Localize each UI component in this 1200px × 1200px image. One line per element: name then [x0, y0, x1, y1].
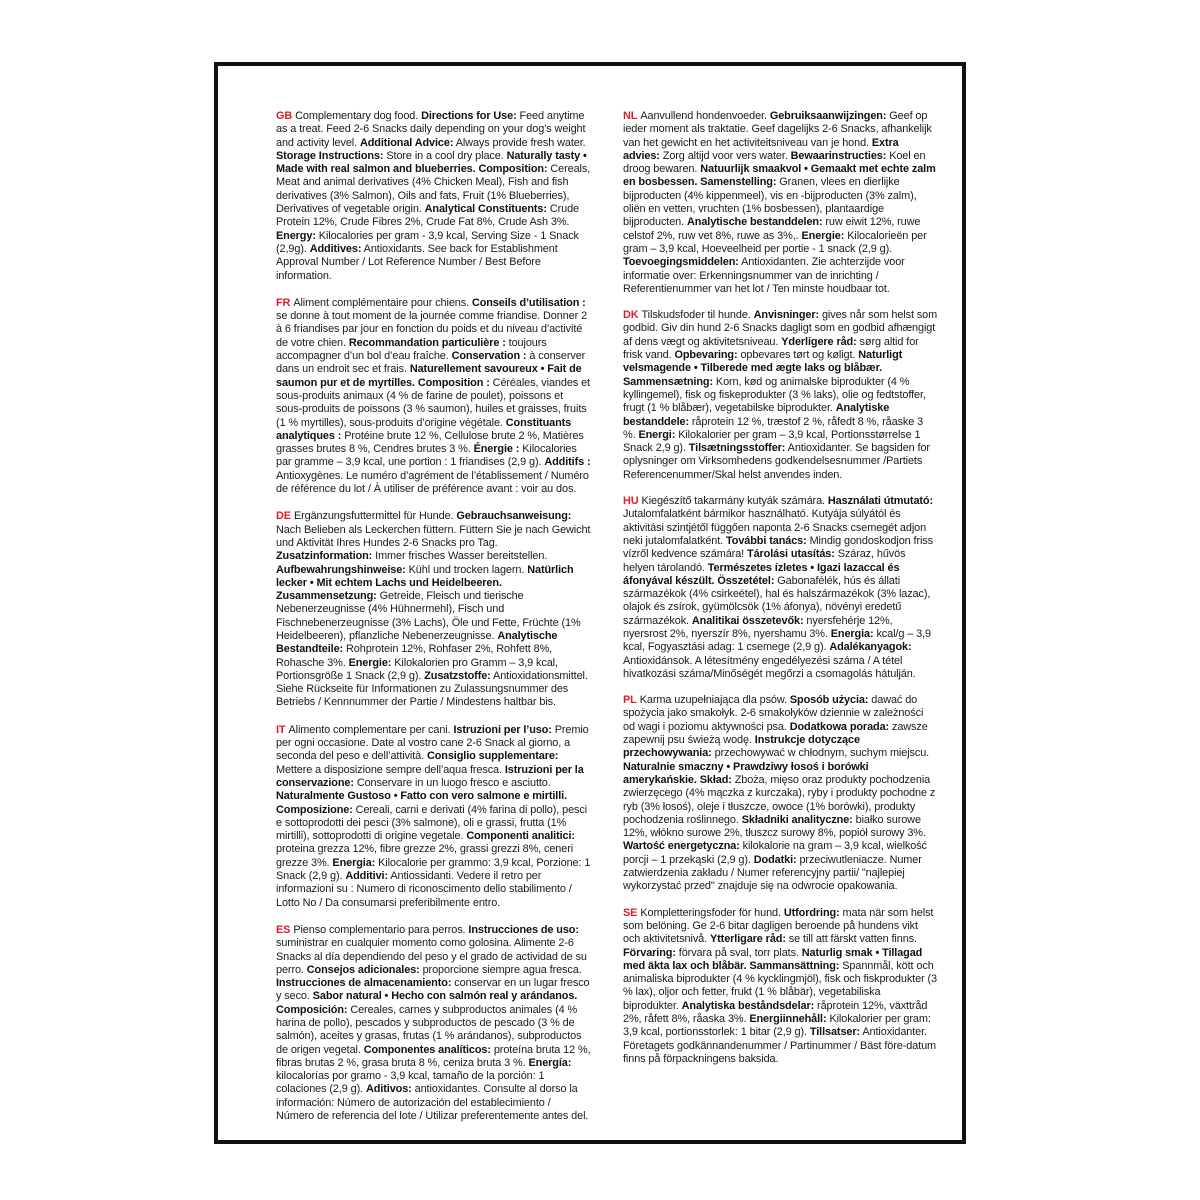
body-text: kilokalorie na gram – 3,9 kcal, wielkość porcji – 1 przekąski (2,9 g). — [623, 840, 927, 866]
body-text: dawać do spożycia jako smakołyk. 2-6 smakołyków dziennie w zależności od wagi i poziomu aktywności psa. — [623, 694, 924, 733]
bold-heading: Tárolási utasítás: — [747, 548, 835, 561]
body-text: Kilokalorier per gram: 3,9 kcal, portionsstorlek: 1 bitar (2,9 g). — [623, 1013, 931, 1039]
bold-heading: Instrukcje dotyczące przechowywania: — [623, 734, 860, 760]
bold-heading: Zusatzinformation: — [276, 550, 373, 563]
body-text: Antioxidationsmittel. Siehe Rückseite für Informationen zu Zulassungsnummer des Betriebs / Kennnummer der Partie / Mindestens haltbar bis. — [276, 669, 588, 709]
bold-heading: Yderligere råd: — [781, 335, 857, 348]
bold-heading: Sabor natural • Hecho con salmón real y arándanos. Composición: — [276, 990, 578, 1016]
body-text: przeciwutleniacze. Numer zatwierdzenia zakładu / Numer referencyjny partii/ "najlepiej wykorzystać przed" znajduje się na odwrocie opakowania. — [623, 853, 922, 893]
body-text: przechowywać w chłodnym, suchym miejscu. — [711, 747, 930, 760]
body-text: Kilocalorie per grammo: 3,9 kcal, Porzione: 1 Snack (2,9 g). — [276, 856, 591, 883]
bold-heading: Gebrauchsanweisung: — [456, 510, 572, 523]
bold-heading: Sposób użycia: — [789, 694, 869, 707]
body-text: suministrar en cualquier momento como golosina. Alimente 2-6 Snacks al día dependiendo del peso y el grado de actividad de su perro. — [276, 937, 587, 976]
body-text: Kilocalories per gram - 3,9 kcal, Serving Size - 1 Snack (2,9g). — [276, 229, 579, 255]
bold-heading: Energy: — [276, 229, 316, 242]
bold-heading: Recommandation particulière : — [348, 336, 506, 349]
body-text: Cereals, Meat and animal derivatives (4% Chicken Meal), Fish and fish derivatives (3% Salmon), Oils and fats, Fruit (1% Blueberries), Derivatives of vegetable origin. — [276, 163, 591, 216]
body-text: råprotein 12%, växttråd 2%, råfett 8%, råaska 3%. — [623, 999, 928, 1025]
bold-heading: Storage Instructions: — [276, 149, 384, 162]
body-text: Kiegészítő takarmány kutyák számára. — [641, 495, 828, 508]
section-es — [276, 924, 591, 1123]
bold-heading: Naturalmente Gustoso • Fatto con vero salmone e mirtilli. Composizione: — [276, 790, 568, 816]
bold-heading: Zusatzstoffe: — [424, 669, 491, 682]
language-code: NL — [623, 110, 638, 122]
bold-heading: Dodatkowa porada: — [789, 720, 890, 733]
language-code: FR — [276, 296, 291, 309]
bold-heading: Ytterligare råd: — [709, 933, 786, 946]
body-text: gives når som helst som godbid. Giv din hund 2-6 Snacks dagligt som en godbid afhængigt af dens vægt og aktivitetsniveau. — [623, 309, 938, 348]
bold-heading: Natuurlijk smaakvol • Gemaakt met echte zalm en bosbessen. Samenstelling: — [623, 163, 936, 189]
bold-heading: További tanács: — [726, 534, 807, 547]
body-text: Spannmål, kött och animaliska biprodukter (4 % kycklingmjöl), fisk och fiskprodukter (3 % lax), oljor och fetter, frukt (1 % blåbär), vegetabiliska biprodukter. — [623, 959, 937, 1012]
bold-heading: Opbevaring: — [674, 349, 738, 362]
body-text: Antioxygènes. Le numéro d’agrément de l’établissement / Numéro de référence du lot / À utiliser de préférence avant : voir au dos. — [276, 469, 589, 496]
bold-heading: Tilsætningsstoffer: — [688, 442, 786, 455]
bold-heading: Tillsatser: — [809, 1026, 861, 1039]
bold-heading: Energie: — [801, 229, 845, 242]
bold-heading: Additivi: — [345, 870, 388, 883]
bold-heading: Bewaarinstructies: — [790, 149, 887, 162]
bold-heading: Aditivos: — [366, 1083, 412, 1096]
body-text: Rohprotein 12%, Rohfaser 2%, Rohfett 8%, Rohasche 3%. — [276, 643, 553, 669]
bold-heading: Instrucciones de uso: — [468, 923, 579, 936]
body-text: Kilokalorien pro Gramm – 3,9 kcal, Portionsgröße 1 Snack (2,9 g). — [276, 656, 558, 682]
body-text: råprotein 12 %, træstof 2 %, råfedt 8 %, råaske 3 %. — [623, 415, 924, 441]
label-panel — [214, 62, 966, 1144]
bold-heading: Toevoegingsmiddelen: — [623, 256, 739, 269]
body-text: proteína bruta 12 %, fibras brutas 2 %, grasa bruta 8 %, ceniza bruta 3 %. — [276, 1043, 591, 1069]
body-text: sørg altid for frisk vand. — [623, 335, 919, 362]
body-text: Antioxidanten. Zie achterzijde voor informatie over: Erkenningsnummer van de inrichting / Referentienummer van het lot / Ten minste houdbaar tot. — [623, 256, 905, 295]
bold-heading: Naturligt velsmagende • Tilberede med ægte laks og blåbær. Sammensætning: — [623, 349, 903, 388]
bold-heading: Energie: — [348, 656, 392, 669]
bold-heading: Additifs : — [544, 456, 591, 469]
body-text: proporcione siempre agua fresca. — [419, 963, 582, 976]
bold-heading: Utfordring: — [783, 906, 840, 919]
body-text: Aliment complémentaire pour chiens. — [293, 296, 472, 309]
body-text: förvara på sval, torr plats. — [675, 946, 802, 959]
bold-heading: Analytiska beståndsdelar: — [681, 999, 815, 1012]
body-text: Premio per ogni occasione. Date al vostro cane 2-6 Snack al giorno, a seconda del peso e dell’attività. — [276, 723, 589, 763]
body-text: Nach Belieben als Leckerchen füttern. Füttern Sie je nach Gewicht und Aktivität Ihres Hundes 2-6 Snacks pro Tag. — [276, 523, 591, 549]
body-text: Crude Protein 12%, Crude Fibres 2%, Crude Fat 8%, Crude Ash 3%. — [276, 203, 580, 229]
body-text: Conservare in un luogo fresco e asciutto. — [353, 776, 551, 789]
body-text: Gabonafélék, hús és állati származékok (4% csirkeétel), hal és halszármazékok (3% lazac), olajok és zsírok, gyümölcsök (1% áfonya), növényi eredetű származékok. — [623, 574, 931, 627]
bold-heading: Förvaring: — [623, 946, 676, 959]
body-text: Antiossidanti. Vedere il retro per informazioni su : Numero di riconoscimento dello stabilimento / Lotto No / Da consumarsi preferibilmente entro. — [276, 870, 572, 909]
bold-heading: Istruzioni per l’uso: — [453, 723, 552, 736]
body-text: toujours accompagner d’un bol d’eau fraîche. — [276, 336, 547, 363]
body-text: Complementary dog food. — [295, 110, 422, 122]
body-text: Kompletteringsfoder för hund. — [640, 906, 784, 919]
bold-heading: Natürlich lecker • Mit echtem Lachs und Heidelbeeren. Zusammensetzung: — [276, 563, 574, 603]
body-text: Kilokalorier per gram – 3,9 kcal, Portionsstørrelse 1 Snack 2,9 g). — [623, 428, 921, 455]
bold-heading: Analytische bestanddelen: — [687, 216, 823, 229]
body-text: antioxidantes. Consulte al dorso la información: Número de autorización del establecimiento / Número de referencia del lote / Utilizar preferentemente antes del. — [276, 1083, 589, 1123]
language-code: IT — [276, 723, 286, 736]
bold-heading: Énergie : — [473, 443, 520, 456]
body-text: Kühl und trocken lagern. — [405, 563, 528, 576]
body-text: Alimento complementare per cani. — [288, 723, 454, 736]
body-text: Koel en droog bewaren. — [623, 149, 926, 176]
section-hu — [623, 495, 938, 681]
body-text: Antioxidanter. Företagets godkännandenummer / Partinummer / Bäst före-datum finns på förpackningens baksida. — [623, 1026, 937, 1065]
bold-heading: Constituants analytiques : — [276, 416, 572, 442]
bold-heading: Energia: — [830, 627, 874, 640]
bold-heading: Aufbewahrungshinweise: — [276, 563, 406, 576]
body-text: Aanvullend hondenvoeder. — [640, 110, 770, 122]
body-text: Protéine brute 12 %, Cellulose brute 2 %, Matières grasses brutes 8 %, Cendres brutes 3 %. — [276, 429, 584, 456]
body-text: se till att färskt vatten finns. — [785, 933, 917, 946]
body-text: mata när som helst som belöning. Ge 2-6 bitar dagligen beroende på hundens vikt och aktivitetsnivå. — [623, 906, 934, 946]
body-text: Tilskudsfoder til hunde. — [641, 309, 754, 322]
body-text: Korn, kød og animalske biprodukter (4 % kyllingemel), fisk og fiskeprodukter (3 % laks), olie og fedtstoffer, frugt (1 % blåbær), vegetabilske biprodukter. — [623, 375, 926, 415]
section-dk — [623, 309, 938, 482]
body-text: Kilocalorieën per gram – 3,9 kcal, Hoeveelheid per portie - 1 snack (2,9 g). — [623, 229, 927, 255]
language-code: DE — [276, 510, 291, 523]
bold-heading: Componentes analíticos: — [363, 1043, 491, 1056]
section-pl — [623, 694, 938, 893]
section-gb — [276, 110, 591, 283]
body-text: Always provide fresh water. — [453, 136, 586, 149]
body-text: Kilocalories par gramme – 3,9 kcal, une portion : 1 friandises (2,9 g). — [276, 443, 577, 469]
bold-heading: Instrucciones de almacenamiento: — [276, 977, 452, 990]
body-text: Antioxidánsok. A létesítmény engedélyezési száma / A tétel hivatkozási száma/Minőségét megőrzi a csomagolás hátulján. — [623, 654, 916, 680]
bold-heading: Additional Advice: — [359, 136, 454, 149]
body-text: proteina grezza 12%, fibre grezze 2%, grassi grezzi 8%, ceneri grezze 3%. — [276, 843, 574, 869]
section-nl — [623, 110, 938, 296]
bold-heading: Naturally tasty • Made with real salmon and blueberries. Composition: — [276, 149, 587, 176]
bold-heading: Wartość energetyczna: — [623, 840, 740, 853]
body-text: Antioxidanter. Se bagsiden for oplysninger om Virksomhedens godkendelsesnummer /Partiets Referencenummer/Skal helst anvendes inden. — [623, 442, 930, 481]
body-text: Feed anytime as a treat. Feed 2-6 Snacks daily depending on your dog’s weight and activity level. — [276, 110, 586, 149]
bold-heading: Természetes ízletes • Igazi lazaccal és áfonyával készült. Összetétel: — [623, 561, 900, 587]
body-text: Zorg altijd voor vers water. — [659, 149, 791, 162]
body-text: Pienso complementario para perros. — [293, 923, 469, 936]
body-text: Jutalomfalatként bármikor használható. Kutyája súlyától és aktivitási szintjétől függően naponta 2-6 Snacks csemegét adjon neki jutalomfalatként. — [623, 508, 927, 547]
bold-heading: Analitikai összetevők: — [691, 614, 804, 627]
body-text: Cereales, carnes y subproductos animales (4 % harina de pollo), pescados y subproductos de pescado (3 % de salmón), aceites y grasas, frutas (1 % arándanos), subproductos de origen vegetal. — [276, 1003, 582, 1056]
body-text: Antioxidants. See back for Establishment Approval Number / Lot Reference Number / Best Before information. — [276, 242, 558, 282]
bold-heading: Gebruiksaanwijzingen: — [769, 110, 887, 122]
language-code: DK — [623, 309, 639, 322]
section-se — [623, 907, 938, 1067]
bold-heading: Energi: — [638, 428, 676, 441]
bold-heading: Directions for Use: — [421, 110, 517, 122]
bold-heading: Energiinnehåll: — [749, 1013, 827, 1025]
bold-heading: Consejos adicionales: — [306, 963, 420, 976]
body-text: Immer frisches Wasser bereitstellen. — [372, 550, 548, 563]
section-fr — [276, 297, 591, 496]
bold-heading: Componenti analitici: — [466, 830, 575, 843]
bold-heading: Analytiske bestanddele: — [623, 402, 890, 428]
section-it — [276, 724, 591, 910]
bold-heading: Anvisninger: — [753, 309, 820, 322]
bold-heading: Energía: — [528, 1056, 572, 1069]
body-text: kcal/g – 3,9 kcal, Fogyasztási adag: 1 csemege (2,9 g). — [623, 627, 931, 654]
body-text: à conserver dans un endroit sec et frais. — [276, 350, 586, 376]
body-text: Mettere a disposizione sempre dell’aqua fresca. — [276, 763, 505, 776]
section-de — [276, 510, 591, 709]
body-text: opbevares tørt og køligt. — [737, 349, 859, 362]
body-text: Store in a cool dry place. — [383, 149, 507, 162]
bold-heading: Extra advies: — [623, 136, 899, 162]
bold-heading: Consiglio supplementare: — [426, 750, 559, 763]
body-text: Zboża, mięso oraz produkty pochodzenia zwierzęcego (4% mączka z kurczaka), ryby i produkty pochodne z ryb (3% łosoś), oleje i tłuszcze, owoce (1% borówki), produkty pochodzenia roślinnego. — [623, 773, 936, 826]
language-code: ES — [276, 923, 291, 936]
body-text: Mindig gondoskodjon friss vízről kedvence számára! — [623, 534, 933, 561]
bold-heading: Additives: — [309, 242, 362, 255]
language-code: PL — [623, 694, 637, 707]
body-text: Karma uzupełniająca dla psów. — [639, 694, 790, 707]
language-code: HU — [623, 495, 639, 508]
bold-heading: Conseils d’utilisation : — [471, 296, 586, 309]
language-code: GB — [276, 110, 293, 122]
body-text: conservar en un lugar fresco y seco. — [276, 977, 590, 1003]
body-text: Geef op ieder moment als traktatie. Geef dagelijks 2-6 Snacks, afhankelijk van het gewicht en het activiteitsniveau van je hond. — [623, 110, 932, 149]
body-text: Céréales, viandes et sous-produits animaux (4 % de farine de poulet), poissons et sous-produits de poissons (3 % saumon), huiles et graisses, fruits (1 % myrtilles), sous-produits d’origine végétale. — [276, 376, 590, 429]
body-text: Cereali, carni e derivati (4% farina di pollo), pesci e sottoprodotti dei pesci (3% salmone), oli e grassi, frutta (1% mirtilli), sottoprodotti di origine vegetale. — [276, 803, 588, 843]
bold-heading: Istruzioni per la conservazione: — [276, 763, 584, 789]
bold-heading: Analytische Bestandteile: — [276, 629, 558, 656]
bold-heading: Használati útmutató: — [827, 495, 934, 508]
body-text: białko surowe 12%, włókno surowe 2%, tłuszcz surowy 8%, popiół surowy 3%. — [623, 813, 926, 840]
body-text: Ergänzungsfuttermittel für Hunde. — [293, 510, 457, 523]
right-column — [623, 110, 938, 1079]
bold-heading: Naturalnie smaczny • Prawdziwy łosoś i borówki amerykańskie. Skład: — [623, 760, 869, 786]
body-text: Száraz, hűvös helyen tárolandó. — [623, 548, 906, 574]
body-text: Granen, vlees en dierlijke bijproducten (4% kippenmeel), vis en -bijproducten (3% zalm), oliën en vetten, vruchten (1% bosbessen), plantaardige bijproducten. — [623, 176, 917, 229]
left-column — [276, 110, 591, 1137]
body-text: Getreide, Fleisch und tierische Nebenerzeugnisse (4% Hühnermehl), Fisch und Fischnebenerzeugnisse (3% Lachs), Öle und Fette, Früchte (1% Heidelbeeren), pflanzliche Nebenerzeugnisse. — [276, 590, 581, 642]
bold-heading: Dodatki: — [753, 853, 797, 866]
body-text: ruw eiwit 12%, ruwe celstof 2%, ruw vet 8%, ruwe as 3%,. — [623, 216, 921, 242]
bold-heading: Naturlig smak • Tillagad med äkta lax och blåbär. Sammansättning: — [623, 946, 923, 972]
body-text: kilocalorías por gramo - 3,9 kcal, tamaño de la porción: 1 colaciones (2,9 g). — [276, 1070, 545, 1096]
body-text: nyersfehérje 12%, nyersrost 2%, nyerszír 8%, nyershamu 3%. — [623, 614, 893, 640]
language-code: SE — [623, 906, 638, 919]
body-text: zawsze zapewnij psu świeżą wodę. — [623, 720, 928, 747]
bold-heading: Adalékanyagok: — [829, 641, 912, 654]
bold-heading: Energia: — [332, 856, 376, 869]
bold-heading: Conservation : — [451, 350, 527, 363]
bold-heading: Składniki analityczne: — [741, 813, 853, 826]
bold-heading: Naturellement savoureux • Fait de saumon pur et de myrtilles. Composition : — [276, 363, 582, 389]
bold-heading: Analytical Constituents: — [424, 203, 547, 216]
body-text: se donne à tout moment de la journée comme friandise. Donner 2 à 6 friandises par jour en fonction du poids et du niveau d’activité de votre chien. — [276, 310, 588, 349]
